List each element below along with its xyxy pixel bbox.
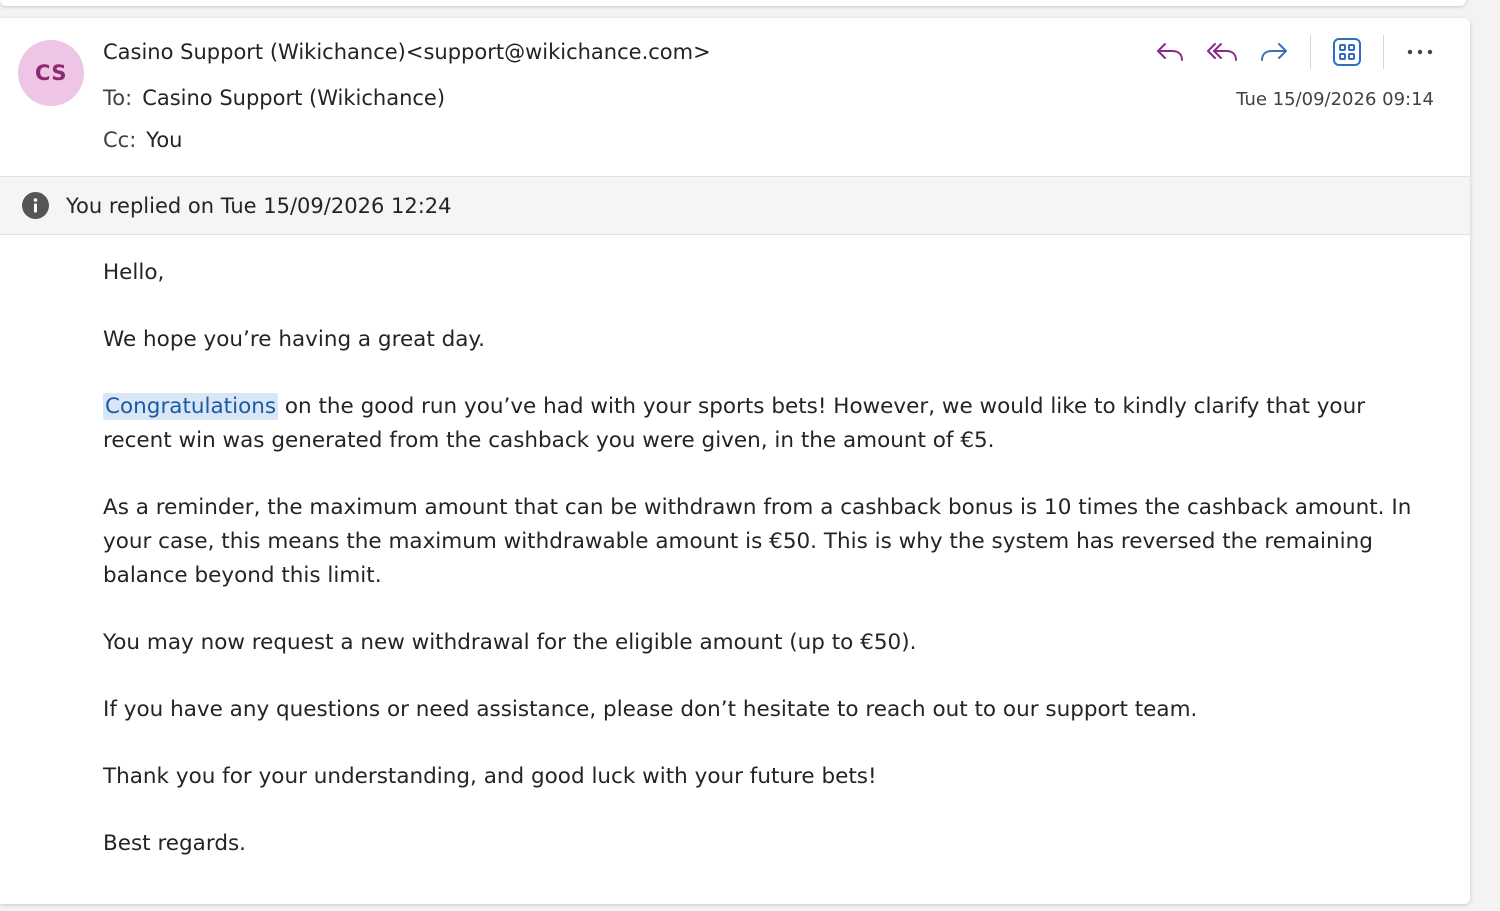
toolbar-divider	[1383, 35, 1384, 69]
toolbar-divider	[1310, 35, 1311, 69]
body-paragraph: If you have any questions or need assistance, please don’t hesitate to reach out to our support team.	[103, 697, 1198, 722]
cc-recipient[interactable]: You	[146, 128, 183, 152]
forward-icon	[1258, 38, 1290, 66]
sender-name[interactable]: Casino Support (Wikichance)<support@wikichance.com>	[103, 40, 711, 64]
info-icon	[22, 192, 49, 219]
replied-notice-text: You replied on Tue 15/09/2026 12:24	[66, 193, 452, 218]
sender-avatar[interactable]: CS	[18, 40, 84, 106]
cc-row	[103, 128, 183, 152]
reply-all-button[interactable]	[1196, 32, 1248, 72]
reply-button[interactable]	[1144, 32, 1196, 72]
body-paragraph	[103, 390, 1423, 458]
to-label: To:	[103, 86, 133, 110]
selected-text-highlight[interactable]: Congratulations	[105, 394, 277, 419]
replied-notice-bar	[0, 176, 1470, 235]
greeting: Hello,	[103, 260, 165, 285]
to-recipient[interactable]: Casino Support (Wikichance)	[142, 86, 446, 110]
body-paragraph: Thank you for your understanding, and good luck with your future bets!	[103, 764, 877, 789]
cc-label: Cc:	[103, 128, 137, 152]
apps-icon	[1332, 37, 1362, 67]
body-paragraph: We hope you’re having a great day.	[103, 327, 485, 352]
sent-date: Tue 15/09/2026 09:14	[1236, 89, 1434, 110]
forward-button[interactable]	[1248, 32, 1300, 72]
more-icon	[1407, 48, 1433, 56]
email-message-card	[0, 18, 1470, 904]
apps-button[interactable]	[1321, 32, 1373, 72]
to-row	[103, 86, 445, 110]
reply-all-icon	[1205, 38, 1239, 66]
previous-message-card	[0, 0, 1466, 6]
body-paragraph-text: on the good run you’ve had with your sports bets! However, we would like to kindly clarify that your recent win was generated from the cashback you were given, in the amount of €5.	[103, 394, 1366, 453]
more-actions-button[interactable]	[1394, 32, 1446, 72]
closing: Best regards.	[103, 831, 247, 856]
message-body	[103, 256, 1423, 894]
body-paragraph: You may now request a new withdrawal for the eligible amount (up to €50).	[103, 630, 917, 655]
reply-icon	[1154, 38, 1186, 66]
body-paragraph: As a reminder, the maximum amount that can be withdrawn from a cashback bonus is 10 times the cashback amount. In your case, this means the maximum withdrawable amount is €50. This is why the system has reversed the remaining balance beyond this limit.	[103, 495, 1412, 588]
message-toolbar	[1144, 32, 1446, 72]
